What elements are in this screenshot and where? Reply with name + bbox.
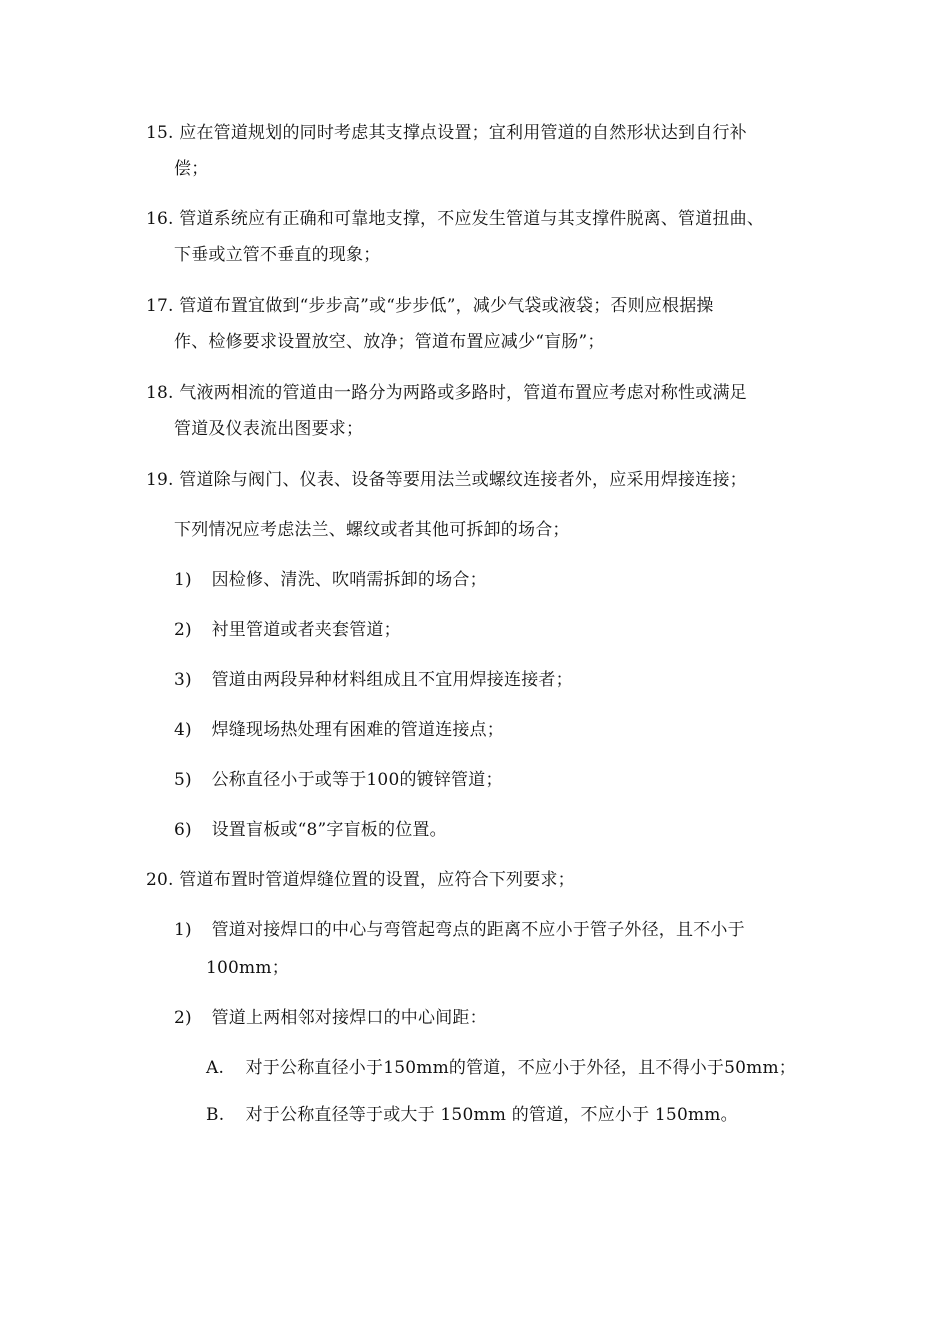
subitem-text: 管道上两相邻对接焊口的中心间距： <box>211 1008 487 1028</box>
item-16-line2: 下垂或立管不垂直的现象； <box>174 245 381 265</box>
item-number: 18. <box>146 383 174 403</box>
subitem-number: 2) <box>174 1008 192 1028</box>
item-number: 17. <box>146 296 174 316</box>
subitem-20-2-A <box>206 1056 796 1080</box>
item-18-line2: 管道及仪表流出图要求； <box>174 419 364 439</box>
subitem-number: 4) <box>174 720 192 740</box>
item-number: 20. <box>146 870 174 890</box>
subitem-text: 对于公称直径等于或大于 150mm 的管道，不应小于 150mm。 <box>245 1105 738 1125</box>
item-19-line2: 下列情况应考虑法兰、螺纹或者其他可拆卸的场合； <box>174 520 570 540</box>
subitem-19-1 <box>174 568 487 592</box>
subitem-number: 1) <box>174 570 192 590</box>
subitem-text: 管道对接焊口的中心与弯管起弯点的距离不应小于管子外径，且不小于 <box>211 920 745 940</box>
subitem-text: 公称直径小于或等于100的镀锌管道； <box>211 770 503 790</box>
item-15-line2: 偿； <box>174 159 209 179</box>
item-text: 管道系统应有正确和可靠地支撑，不应发生管道与其支撑件脱离、管道扭曲、 <box>179 209 765 229</box>
subitem-text: 焊缝现场热处理有困难的管道连接点； <box>211 720 505 740</box>
item-text: 管道布置宜做到“步步高”或“步步低”，减少气袋或液袋；否则应根据操 <box>179 296 714 316</box>
item-text: 气液两相流的管道由一路分为两路或多路时，管道布置应考虑对称性或满足 <box>179 383 747 403</box>
subitem-letter: A. <box>206 1058 225 1078</box>
subitem-text: 衬里管道或者夹套管道； <box>211 620 401 640</box>
subitem-text: 设置盲板或“8”字盲板的位置。 <box>211 820 447 840</box>
item-number: 16. <box>146 209 174 229</box>
item-17-line2: 作、检修要求设置放空、放净；管道布置应减少“盲肠”； <box>174 332 605 352</box>
subitem-letter: B. <box>206 1105 225 1125</box>
subitem-text: 管道由两段异种材料组成且不宜用焊接连接者； <box>211 670 573 690</box>
subitem-19-2 <box>174 618 401 642</box>
subitem-20-1-line1 <box>174 918 745 942</box>
subitem-19-3 <box>174 668 573 692</box>
subitem-20-2-B <box>206 1103 738 1127</box>
item-text: 应在管道规划的同时考虑其支撑点设置；宜利用管道的自然形状达到自行补 <box>179 123 747 143</box>
subitem-20-2 <box>174 1006 487 1030</box>
item-15-line1 <box>146 121 747 145</box>
subitem-number: 6) <box>174 820 192 840</box>
item-16-line1 <box>146 207 764 231</box>
item-number: 15. <box>146 123 174 143</box>
item-20-line1 <box>146 868 575 892</box>
subitem-number: 5) <box>174 770 192 790</box>
subitem-number: 3) <box>174 670 192 690</box>
subitem-19-4 <box>174 718 504 742</box>
item-18-line1 <box>146 381 747 405</box>
subitem-20-1-line2: 100mm； <box>206 958 289 978</box>
item-17-line1 <box>146 294 714 318</box>
subitem-19-5 <box>174 768 503 792</box>
item-19-line1 <box>146 468 747 492</box>
subitem-19-6 <box>174 818 447 842</box>
item-text: 管道除与阀门、仪表、设备等要用法兰或螺纹连接者外，应采用焊接连接； <box>179 470 747 490</box>
item-text: 管道布置时管道焊缝位置的设置，应符合下列要求； <box>179 870 575 890</box>
subitem-text: 对于公称直径小于150mm的管道，不应小于外径，且不得小于50mm； <box>245 1058 796 1078</box>
subitem-number: 2) <box>174 620 192 640</box>
subitem-text: 因检修、清洗、吹哨需拆卸的场合； <box>211 570 487 590</box>
subitem-number: 1) <box>174 920 192 940</box>
item-number: 19. <box>146 470 174 490</box>
